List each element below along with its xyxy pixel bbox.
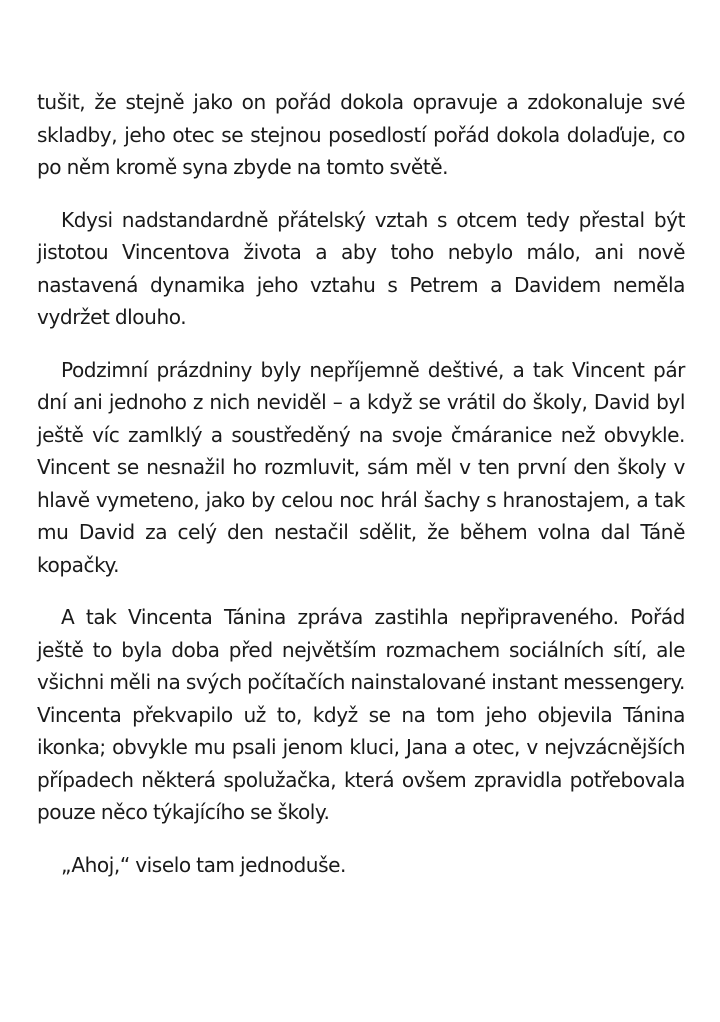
paragraph-5: „Ahoj,“ viselo tam jednoduše. <box>61 852 346 877</box>
paragraph-3: Podzimní prázdniny byly nepříjemně deštivé, a tak Vincent pár dní ani jednoho z nich neviděl – a když se vrátil do školy, David byl ještě víc zamlklý a soustředěný na svoje čmáranice než obvykle. Vincent se nesnažil ho rozmluvit, sám měl v ten první den školy v hlavě vymeteno, jako by celou noc hrál šachy s hranostajem, a tak mu David za celý den nestačil sdělit, že během volna dal Táně kopačky. <box>37 357 685 577</box>
paragraph-1: tušit, že stejně jako on pořád dokola opravuje a zdokonaluje své skladby, jeho otec se stejnou posedlostí pořád dokola dolaďuje, co po něm kromě syna zbyde na tomto světě. <box>37 90 685 179</box>
paragraph-2: Kdysi nadstandardně přátelský vztah s otcem tedy přestal být jistotou Vincentova života a aby toho nebylo málo, ani nově nastavená dynamika jeho vztahu s Petrem a Davidem neměla vydržet dlouho. <box>37 207 685 329</box>
document-page <box>37 86 685 901</box>
paragraph-4: A tak Vincenta Tánina zpráva zastihla nepřipraveného. Pořád ještě to byla doba před největším rozmachem sociálních sítí, ale všichni měli na svých počítačích nainstalované instant messengery. Vincenta překvapilo už to, když se na tom jeho objevila Tánina ikonka; obvykle mu psali jenom kluci, Jana a otec, v nejvzácnějších případech některá spolužačka, která ovšem zpravidla potřebovala pouze něco týkajícího se školy. <box>37 605 685 824</box>
